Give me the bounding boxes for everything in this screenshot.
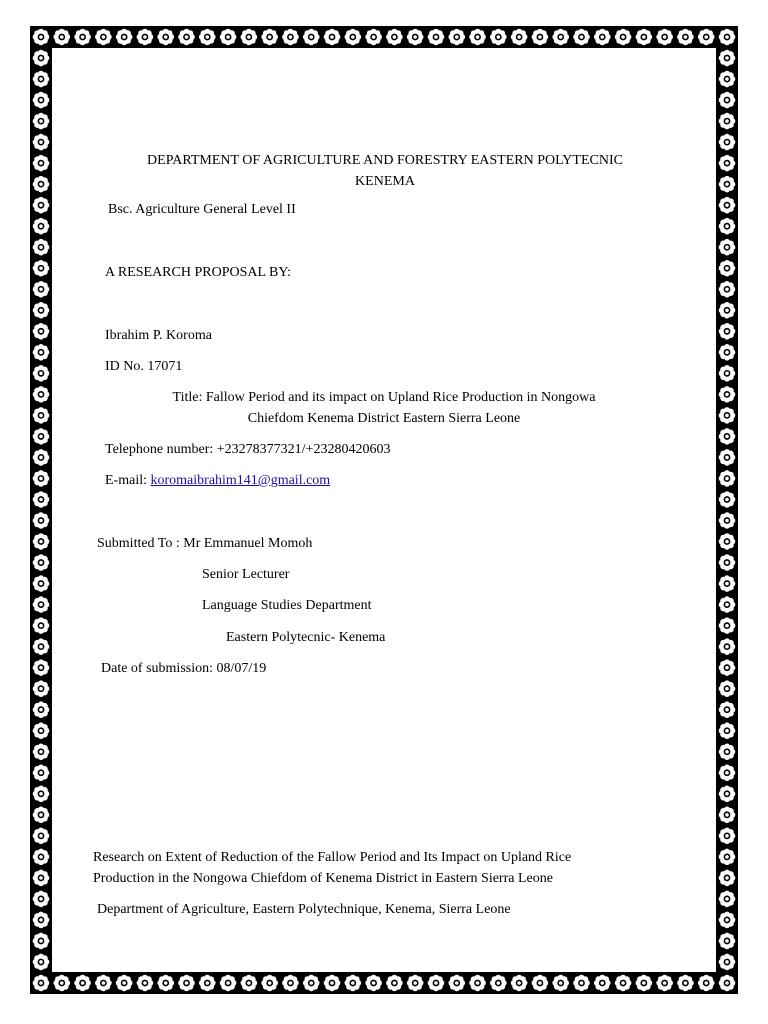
flower-ornament-icon: [33, 722, 50, 739]
flower-ornament-icon: [33, 849, 50, 866]
flower-ornament-icon: [719, 533, 736, 550]
flower-ornament-icon: [33, 828, 50, 845]
department-heading: [100, 150, 670, 192]
flower-ornament-icon: [719, 575, 736, 592]
flower-ornament-icon: [157, 29, 174, 46]
flower-ornament-icon: [719, 701, 736, 718]
flower-ornament-icon: [345, 29, 362, 46]
flower-ornament-icon: [33, 71, 50, 88]
email-line: [105, 470, 330, 491]
department-heading-line-2: KENEMA: [355, 174, 415, 189]
telephone-number: Telephone number: +23278377321/+23280420603: [105, 442, 391, 457]
flower-ornament-icon: [552, 975, 569, 992]
flower-ornament-icon: [719, 849, 736, 866]
flower-ornament-icon: [33, 449, 50, 466]
flower-ornament-icon: [241, 29, 258, 46]
flower-ornament-icon: [386, 29, 403, 46]
flower-ornament-icon: [33, 512, 50, 529]
flower-ornament-icon: [677, 29, 694, 46]
flower-ornament-icon: [428, 975, 445, 992]
flower-ornament-icon: [698, 975, 715, 992]
flower-ornament-icon: [33, 638, 50, 655]
flower-ornament-icon: [33, 870, 50, 887]
flower-ornament-icon: [719, 29, 736, 46]
flower-ornament-icon: [199, 29, 216, 46]
flower-ornament-icon: [33, 302, 50, 319]
flower-ornament-icon: [303, 29, 320, 46]
flower-ornament-icon: [33, 218, 50, 235]
flower-ornament-icon: [448, 29, 465, 46]
flower-ornament-icon: [95, 29, 112, 46]
flower-ornament-icon: [33, 176, 50, 193]
flower-ornament-icon: [490, 975, 507, 992]
flower-ornament-icon: [178, 975, 195, 992]
flower-ornament-icon: [594, 29, 611, 46]
flower-ornament-icon: [573, 975, 590, 992]
department-heading-line-1: DEPARTMENT OF AGRICULTURE AND FORESTRY EASTERN POLYTECNIC: [147, 153, 623, 168]
flower-ornament-icon: [33, 29, 50, 46]
flower-ornament-icon: [33, 807, 50, 824]
flower-ornament-icon: [33, 954, 50, 971]
flower-ornament-icon: [719, 828, 736, 845]
flower-ornament-icon: [116, 29, 133, 46]
flower-ornament-icon: [719, 680, 736, 697]
flower-ornament-icon: [656, 975, 673, 992]
program-level: Bsc. Agriculture General Level II: [108, 202, 296, 217]
proposal-title: [100, 387, 668, 429]
flower-ornament-icon: [719, 491, 736, 508]
flower-ornament-icon: [719, 659, 736, 676]
flower-ornament-icon: [345, 975, 362, 992]
flower-ornament-icon: [386, 975, 403, 992]
flower-ornament-icon: [719, 176, 736, 193]
flower-ornament-icon: [95, 975, 112, 992]
flower-ornament-icon: [719, 50, 736, 67]
flower-ornament-icon: [698, 29, 715, 46]
flower-ornament-icon: [719, 912, 736, 929]
flower-ornament-icon: [261, 29, 278, 46]
affiliation: Department of Agriculture, Eastern Polytechnique, Kenema, Sierra Leone: [97, 902, 511, 917]
flower-ornament-icon: [407, 29, 424, 46]
research-description-line-1: Research on Extent of Reduction of the Fallow Period and Its Impact on Upland Rice: [93, 850, 572, 865]
flower-ornament-icon: [33, 470, 50, 487]
flower-ornament-icon: [490, 29, 507, 46]
flower-ornament-icon: [33, 743, 50, 760]
flower-ornament-icon: [636, 975, 653, 992]
flower-ornament-icon: [407, 975, 424, 992]
flower-ornament-icon: [178, 29, 195, 46]
flower-ornament-icon: [33, 912, 50, 929]
flower-ornament-icon: [33, 491, 50, 508]
flower-ornament-icon: [137, 975, 154, 992]
flower-ornament-icon: [33, 596, 50, 613]
flower-ornament-icon: [719, 113, 736, 130]
flower-ornament-icon: [220, 29, 237, 46]
flower-ornament-icon: [241, 975, 258, 992]
flower-ornament-icon: [33, 239, 50, 256]
flower-ornament-icon: [469, 975, 486, 992]
flower-ornament-icon: [33, 50, 50, 67]
flower-ornament-icon: [33, 701, 50, 718]
flower-ornament-icon: [74, 29, 91, 46]
flower-ornament-icon: [33, 975, 50, 992]
flower-ornament-icon: [33, 134, 50, 151]
flower-ornament-icon: [719, 197, 736, 214]
flower-ornament-icon: [33, 554, 50, 571]
flower-ornament-icon: [33, 786, 50, 803]
flower-ornament-icon: [573, 29, 590, 46]
flower-ornament-icon: [33, 92, 50, 109]
flower-ornament-icon: [53, 29, 70, 46]
flower-ornament-icon: [719, 512, 736, 529]
flower-ornament-icon: [719, 975, 736, 992]
flower-ornament-icon: [469, 29, 486, 46]
flower-ornament-icon: [448, 975, 465, 992]
flower-ornament-icon: [261, 975, 278, 992]
flower-ornament-icon: [719, 155, 736, 172]
flower-ornament-icon: [719, 71, 736, 88]
flower-ornament-icon: [511, 29, 528, 46]
flower-ornament-icon: [137, 29, 154, 46]
flower-ornament-icon: [719, 722, 736, 739]
flower-ornament-icon: [220, 975, 237, 992]
flower-ornament-icon: [719, 954, 736, 971]
flower-ornament-icon: [552, 29, 569, 46]
flower-ornament-icon: [719, 554, 736, 571]
flower-ornament-icon: [33, 386, 50, 403]
flower-ornament-icon: [33, 680, 50, 697]
flower-ornament-icon: [677, 975, 694, 992]
flower-ornament-icon: [33, 891, 50, 908]
research-description: [93, 847, 571, 889]
flower-ornament-icon: [33, 764, 50, 781]
flower-ornament-icon: [33, 155, 50, 172]
flower-ornament-icon: [33, 281, 50, 298]
flower-ornament-icon: [116, 975, 133, 992]
flower-ornament-icon: [33, 428, 50, 445]
flower-ornament-icon: [33, 197, 50, 214]
flower-ornament-icon: [303, 975, 320, 992]
flower-ornament-icon: [719, 386, 736, 403]
date-of-submission: Date of submission: 08/07/19: [101, 661, 267, 676]
proposal-by-heading: A RESEARCH PROPOSAL BY:: [105, 265, 292, 280]
flower-ornament-icon: [719, 407, 736, 424]
recipient-department: Language Studies Department: [202, 598, 372, 613]
flower-ornament-icon: [719, 92, 736, 109]
flower-ornament-icon: [719, 807, 736, 824]
flower-ornament-icon: [324, 29, 341, 46]
flower-ornament-icon: [719, 260, 736, 277]
flower-ornament-icon: [719, 891, 736, 908]
proposal-title-line-2: Chiefdom Kenema District Eastern Sierra Leone: [247, 411, 521, 426]
flower-ornament-icon: [719, 365, 736, 382]
flower-ornament-icon: [719, 933, 736, 950]
flower-ornament-icon: [719, 344, 736, 361]
flower-ornament-icon: [365, 975, 382, 992]
flower-ornament-icon: [365, 29, 382, 46]
flower-ornament-icon: [33, 933, 50, 950]
flower-ornament-icon: [532, 975, 549, 992]
recipient-institution: Eastern Polytecnic- Kenema: [226, 630, 386, 645]
flower-ornament-icon: [719, 449, 736, 466]
flower-ornament-icon: [719, 302, 736, 319]
flower-ornament-icon: [33, 344, 50, 361]
flower-ornament-icon: [199, 975, 216, 992]
flower-ornament-icon: [719, 323, 736, 340]
flower-ornament-icon: [33, 659, 50, 676]
flower-ornament-icon: [719, 743, 736, 760]
flower-ornament-icon: [719, 470, 736, 487]
flower-ornament-icon: [157, 975, 174, 992]
email-label: E-mail:: [105, 473, 151, 488]
flower-ornament-icon: [594, 975, 611, 992]
flower-ornament-icon: [719, 134, 736, 151]
flower-ornament-icon: [719, 218, 736, 235]
flower-ornament-icon: [53, 975, 70, 992]
flower-ornament-icon: [428, 29, 445, 46]
author-name: Ibrahim P. Koroma: [105, 328, 212, 343]
proposal-title-line-1: Title: Fallow Period and its impact on Upland Rice Production in Nongowa: [172, 390, 596, 405]
flower-ornament-icon: [282, 975, 299, 992]
flower-ornament-icon: [656, 29, 673, 46]
flower-ornament-icon: [636, 29, 653, 46]
flower-ornament-icon: [532, 29, 549, 46]
student-id: ID No. 17071: [105, 359, 183, 374]
flower-ornament-icon: [33, 407, 50, 424]
recipient-position: Senior Lecturer: [202, 567, 290, 582]
flower-ornament-icon: [719, 638, 736, 655]
research-description-line-2: Production in the Nongowa Chiefdom of Kenema District in Eastern Sierra Leone: [93, 871, 553, 886]
flower-ornament-icon: [719, 786, 736, 803]
flower-ornament-icon: [33, 113, 50, 130]
flower-ornament-icon: [719, 281, 736, 298]
flower-ornament-icon: [511, 975, 528, 992]
flower-ornament-icon: [33, 575, 50, 592]
flower-ornament-icon: [615, 29, 632, 46]
submitted-to: Submitted To : Mr Emmanuel Momoh: [97, 536, 313, 551]
flower-ornament-icon: [33, 260, 50, 277]
flower-ornament-icon: [719, 428, 736, 445]
flower-ornament-icon: [615, 975, 632, 992]
flower-ornament-icon: [719, 764, 736, 781]
email-link[interactable]: koromaibrahim141@gmail.com: [150, 473, 331, 488]
flower-ornament-icon: [719, 239, 736, 256]
flower-ornament-icon: [719, 617, 736, 634]
flower-ornament-icon: [324, 975, 341, 992]
flower-ornament-icon: [74, 975, 91, 992]
flower-ornament-icon: [719, 596, 736, 613]
flower-ornament-icon: [33, 533, 50, 550]
flower-ornament-icon: [282, 29, 299, 46]
flower-ornament-icon: [719, 870, 736, 887]
flower-ornament-icon: [33, 365, 50, 382]
flower-ornament-icon: [33, 323, 50, 340]
flower-ornament-icon: [33, 617, 50, 634]
